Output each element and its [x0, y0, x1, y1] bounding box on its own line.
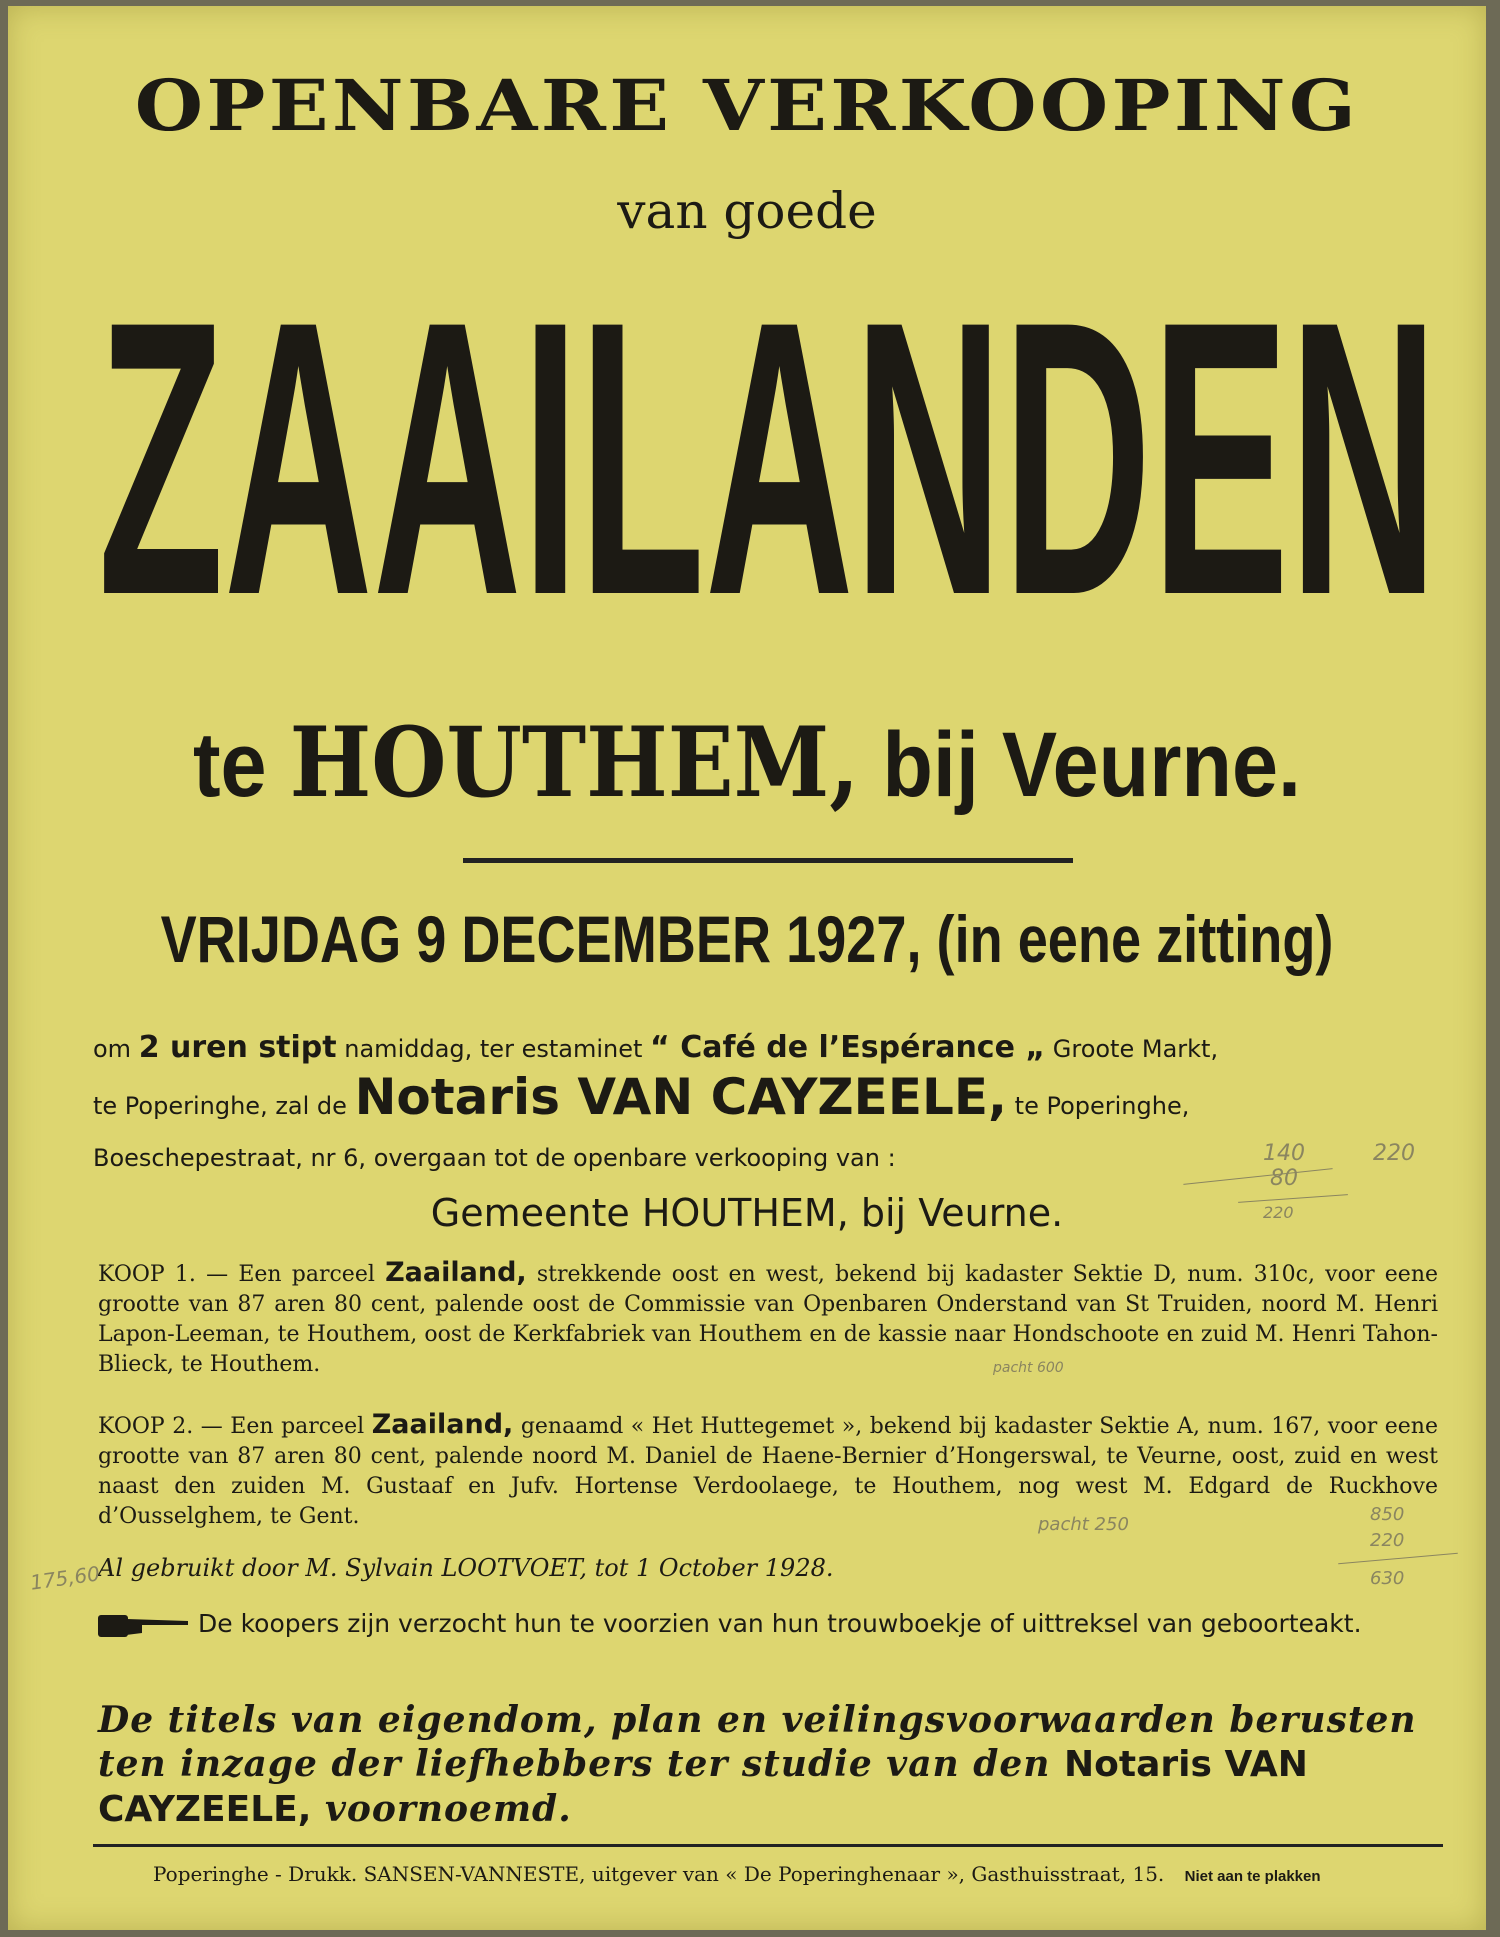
titles-end: voornoemd. — [324, 1788, 572, 1830]
pencil-note: 850 — [1370, 1504, 1405, 1525]
pencil-note: 220 — [1370, 1530, 1405, 1551]
municipality: Gemeente HOUTHEM, bij Veurne. — [430, 1191, 1064, 1235]
headline-text: ZAAILANDEN — [98, 268, 1438, 658]
printer-info: Poperinghe - Drukk. SANSEN-VANNESTE, uitgever van « De Poperinghenaar », Gasthuisstraat, 15. — [153, 1862, 1165, 1886]
line1-e: Groote Markt, — [1052, 1035, 1219, 1063]
line1-venue: “ Café de l’Espérance „ — [650, 1030, 1046, 1065]
titles-notary: Notaris VAN CAYZEELE, — [98, 1744, 1308, 1830]
titles-note — [98, 1698, 1443, 1832]
bottom-rule — [93, 1844, 1443, 1847]
lot-1-word: Zaailand, — [385, 1257, 527, 1288]
line2-c: te Poperinghe, — [1014, 1092, 1190, 1120]
pencil-note: pacht 600 — [993, 1360, 1064, 1376]
poster-title: OPENBARE VERKOOPING — [134, 64, 1360, 147]
pencil-note: 630 — [1370, 1568, 1405, 1589]
pencil-note: 140 — [1263, 1141, 1305, 1166]
no-posting-note: Niet aan te plakken — [1184, 1868, 1321, 1885]
lot-2-label: KOOP 2. — Een parceel — [98, 1414, 365, 1439]
lot-2-text: genaamd « Het Huttegemet », bekend bij kadaster Sektie A, num. 167, voor eene grootte van 87 aren 80 cent, palende noord M. Daniel de Haene-Bernier d’Hongerswal, te Veurne, oost, zuid en west naast den zuiden M. Gustaaf en Jufv. Hortense Verdoolaege, te Houthem, nog west M. Edgard de Ruckhove d’Ousselghem, te Gent. — [98, 1414, 1438, 1529]
notary-line — [93, 1068, 1443, 1126]
lot-1-label: KOOP 1. — Een parceel — [98, 1262, 375, 1287]
notary-name: Notaris VAN CAYZEELE, — [354, 1068, 1008, 1126]
pencil-stroke — [1338, 1553, 1458, 1564]
pencil-note: 220 — [1263, 1203, 1294, 1222]
pencil-note: pacht 250 — [1038, 1514, 1129, 1535]
location-prefix: te — [192, 714, 267, 816]
pencil-note: 220 — [1373, 1141, 1415, 1166]
sale-time-line — [93, 1030, 1443, 1065]
location-place: HOUTHEM, — [289, 706, 860, 819]
location-suffix: bij Veurne. — [882, 714, 1302, 816]
lot-1-text: strekkende oost en west, bekend bij kadaster Sektie D, num. 310c, voor eene grootte van 87 aren 80 cent, palende oost de Commissie van Openbaren Onderstand van St Truiden, noord M. Henri Lapon-Leeman, te Houthem, oost de Kerkfabriek van Houthem en de kassie naar Hondschoote en zuid M. Henri Tahon-Blieck, te Houthem. — [98, 1262, 1439, 1377]
poster-subtitle: van goede — [617, 182, 877, 240]
line2-a: te Poperinghe, zal de — [93, 1092, 347, 1120]
headline-zaailanden — [88, 268, 1448, 658]
buyers-note — [98, 1606, 1443, 1642]
location-line — [82, 706, 1412, 819]
usage-note: Al gebruikt door M. Sylvain LOOTVOET, tot 1 October 1928. — [98, 1554, 834, 1582]
line1-a: om — [93, 1035, 132, 1063]
pencil-note: 80 — [1270, 1166, 1298, 1191]
poster-sheet — [8, 6, 1486, 1930]
printer-footer — [153, 1862, 1453, 1886]
address-line: Boeschepestraat, nr 6, overgaan tot de openbare verkooping van : — [93, 1144, 896, 1172]
buyers-text: De koopers zijn verzocht hun te voorzien van hun trouwboekje of uittreksel van geboorteakt. — [198, 1609, 1362, 1638]
line1-c: namiddag, ter estaminet — [344, 1035, 643, 1063]
titles-text: De titels van eigendom, plan en veilingsvoorwaarden berusten ten inzage der liefhebbers ter studie van den — [98, 1699, 1417, 1785]
date-line: VRIJDAG 9 DECEMBER 1927, (in eene zitting) — [160, 902, 1334, 976]
divider-rule — [463, 858, 1073, 863]
lot-1 — [98, 1258, 1438, 1380]
lot-2 — [98, 1410, 1438, 1532]
pencil-note: 175,60 — [28, 1561, 102, 1595]
lot-2-word: Zaailand, — [371, 1409, 514, 1440]
pointing-hand-icon — [98, 1611, 190, 1639]
line1-time: 2 uren stipt — [138, 1030, 337, 1065]
